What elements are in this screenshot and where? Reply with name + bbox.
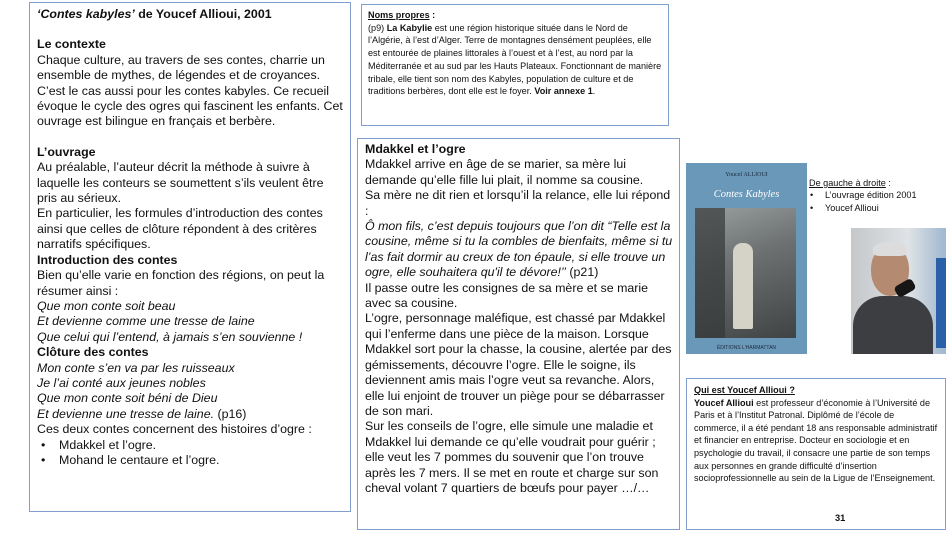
intro-line: Et devienne comme une tresse de laine bbox=[37, 314, 255, 329]
story-quote bbox=[365, 219, 673, 281]
list-item: • Youcef Allioui bbox=[809, 202, 947, 214]
concern-paragraph: Ces deux contes concernent des histoires d’ogre : bbox=[37, 422, 312, 437]
caption-title: De gauche à droite bbox=[809, 178, 886, 188]
list-item: • L’ouvrage édition 2001 bbox=[809, 189, 947, 201]
intro-line: Que mon conte soit beau bbox=[37, 298, 176, 313]
ouvrage-paragraph-1: Au préalable, l’auteur décrit la méthode à suivre à laquelle les conteurs se soumettent s’ils veulent être pris au sérieux. bbox=[37, 160, 324, 206]
book-cover-publisher: ÉDITIONS L'HARMATTAN bbox=[716, 345, 777, 351]
author-bio-paragraph bbox=[694, 397, 938, 485]
body-shape bbox=[853, 296, 933, 354]
story-box bbox=[357, 138, 680, 530]
closing-page-ref: (p16) bbox=[214, 406, 247, 421]
closing-line: Je l’ai conté aux jeunes nobles bbox=[37, 375, 206, 390]
ouvrage-heading: L’ouvrage bbox=[37, 144, 96, 159]
story-paragraph: Sa mère ne dit rien et lorsqu’il la relance, elle lui répond : bbox=[365, 188, 671, 218]
author-bio-title: Qui est Youcef Allioui ? bbox=[694, 385, 795, 395]
caption-list bbox=[809, 189, 947, 214]
story-title: Mdakkel et l’ogre bbox=[365, 142, 466, 156]
ouvrage-paragraph-2: En particulier, les formules d’introduction des contes ainsi que celles de clôture répondent à des critères narratifs spécifiques. bbox=[37, 206, 323, 252]
closing-line: Que mon conte soit béni de Dieu bbox=[37, 391, 218, 406]
proper-names-title: Noms propres bbox=[368, 10, 430, 20]
context-heading: Le contexte bbox=[37, 37, 106, 52]
context-paragraph: Chaque culture, au travers de ses contes, charrie un ensemble de mythes, de légendes et de croyances. C’est le cas aussi pour les contes kabyles. Ce recueil évoque le cycle des ogres qui fascinent les enfants. Cet ouvrage est bilingue en français et berbère. bbox=[37, 52, 343, 129]
story-paragraph: Il passe outre les consignes de sa mère et se marie avec sa cousine. bbox=[365, 280, 649, 311]
kabylie-description: est une région historique située dans le Nord de l’Algérie, à l’est d’Alger. Terre de montagnes densément peuplées, elle est entourée de plaines littorales à l’ouest et à l’est, au nord par la Méditerranée et au sud par les Hauts Plateaux. Fonctionnant de manière tribale, elle tient son nom des Kabyles, population de culture et de traditions berbères, dont elle est le foyer. bbox=[368, 22, 662, 97]
proper-names-heading bbox=[368, 9, 662, 22]
author-portrait-image bbox=[851, 228, 946, 354]
banner-shape bbox=[936, 258, 946, 348]
proper-names-box bbox=[361, 4, 669, 126]
book-cover-image bbox=[686, 163, 807, 354]
book-heading-title: ‘Contes kabyles’ bbox=[37, 7, 135, 21]
left-text-box bbox=[29, 2, 351, 512]
closing-last-text: Et devienne une tresse de laine. bbox=[37, 406, 215, 421]
book-cover-photo bbox=[695, 208, 796, 338]
proper-names-colon: : bbox=[429, 10, 436, 20]
story-paragraph: L’ogre, personnage maléfique, est chassé par Mdakkel qui l’enferme dans une pièce de la maison. Lorsque Mdakkel sort pour la chasse, la cousine, alertée par des gémissements, découvre l’ogre. Elle le soigne, ils deviennent amis mais l’ogre veut sa revanche. Alors, elle lui enjoint de trouver un piège pour se débarrasser de son mari. bbox=[365, 311, 672, 418]
book-heading-author: de Youcef Allioui, 2001 bbox=[134, 7, 272, 21]
caption-heading bbox=[809, 177, 947, 189]
figure-shape bbox=[733, 243, 753, 329]
closing-last-line bbox=[37, 407, 344, 422]
book-heading bbox=[37, 7, 344, 22]
author-bio-text: est professeur d’économie à l’Université de Paris et à l’Institut Patronal. Diplômé de l’école de commerce, il a été pendant 18 ans responsable administratif et financier en entreprise. Docteur en sociologie et en psychologie du travail, il consacre une partie de son temps aux personnes en grande difficulté d’insertion socioprofessionnelle au sein de la Ligue de l’Enseignement. bbox=[694, 397, 938, 484]
intro-heading: Introduction des contes bbox=[37, 252, 178, 267]
image-caption bbox=[809, 177, 947, 214]
intro-line: Que celui qui l’entend, à jamais s’en souvienne ! bbox=[37, 329, 303, 344]
author-name: Youcef Allioui bbox=[694, 397, 754, 408]
author-bio-box bbox=[686, 378, 946, 530]
annex-period: . bbox=[592, 86, 596, 97]
tales-list bbox=[37, 438, 344, 469]
story-paragraph: Mdakkel arrive en âge de se marier, sa mère lui demande qu’elle fille lui plait, il nomme sa cousine. bbox=[365, 157, 644, 187]
list-item: • Mdakkel et l’ogre. bbox=[37, 438, 344, 453]
caption-colon: : bbox=[885, 178, 891, 188]
story-paragraph: Sur les conseils de l’ogre, elle simule une maladie et Mdakkel lui demande ce qu’elle voudrait pour guérir ; elle veut les 7 pommes du souvenir que l’on trouve après les 7 mers. Il se met en route et charge sur son cheval volant 7 quartiers de bœufs pour payer …/… bbox=[365, 419, 659, 495]
quote-text: Ô mon fils, c’est depuis toujours que l’on dit “Telle est la cousine, même si tu la combles de bienfaits, même si tu l’as fait dormir au creux de ton épaule, si elle trouve un ogre, elle souhaitera qu'il te dévore!’’ bbox=[365, 219, 673, 280]
book-cover-title: Contes Kabyles bbox=[713, 189, 780, 200]
list-item: • Mohand le centaure et l’ogre. bbox=[37, 453, 344, 468]
page-ref: (p9) bbox=[368, 22, 387, 33]
annex-reference: Voir annexe 1 bbox=[534, 86, 593, 97]
tree-shape bbox=[695, 208, 725, 338]
kabylie-term: La Kabylie bbox=[386, 22, 433, 33]
book-cover-author: Youcef ALLIOUI bbox=[725, 172, 768, 178]
proper-names-paragraph bbox=[368, 22, 662, 98]
intro-paragraph: Bien qu’elle varie en fonction des régions, on peut la résumer ainsi : bbox=[37, 268, 325, 298]
closing-line: Mon conte s’en va par les ruisseaux bbox=[37, 360, 235, 375]
closing-heading: Clôture des contes bbox=[37, 345, 149, 360]
hair-shape bbox=[873, 242, 907, 256]
quote-page-ref: (p21) bbox=[565, 265, 599, 280]
page-number: 31 bbox=[835, 513, 846, 523]
